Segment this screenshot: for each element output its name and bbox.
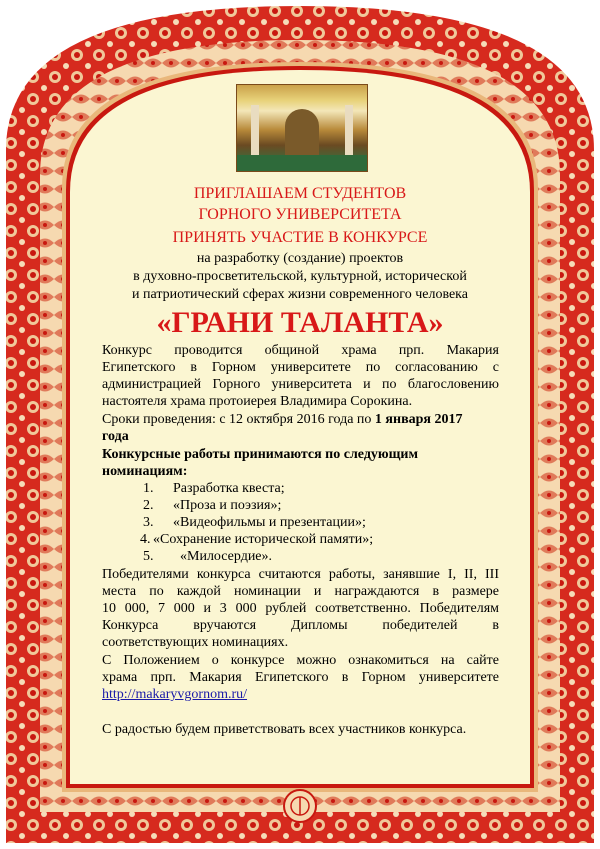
winners-line-4: Конкурса вручаются Дипломы победителей в — [102, 618, 499, 633]
nomination-number: 1. — [143, 481, 154, 496]
subheading-line-1: на разработку (создание) проектов — [196, 251, 404, 266]
heading-line-3: ПРИНЯТЬ УЧАСТИЕ В КОНКУРСЕ — [172, 229, 428, 246]
dates-line — [102, 411, 462, 429]
winners-line-1: Победителями конкурса считаются работы, занявшие I, II, III — [102, 567, 499, 582]
intro-line-1: Конкурс проводится общиной храма прп. Макария — [102, 343, 499, 358]
nomination-item: «Проза и поэзия»; — [173, 498, 282, 513]
nomination-item: Разработка квеста; — [173, 481, 285, 496]
subheading-line-2: в духовно-просветительской, культурной, исторической — [133, 269, 467, 284]
nomination-number: 3. — [143, 515, 154, 530]
nomination-number: 4. — [140, 532, 151, 547]
website-link[interactable]: http://makaryvgornom.ru/ — [102, 687, 248, 702]
dates-tail: года — [102, 429, 129, 444]
intro-line-3: администрацией Горного университета и по благословению — [102, 377, 499, 392]
closing-line: С радостью будем приветствовать всех участников конкурса. — [102, 722, 467, 737]
subheading-line-3: и патриотический сферах жизни современного человека — [132, 287, 468, 302]
intro-line-2: Египетского в Горном университете по согласованию с — [102, 360, 499, 375]
nominations-intro-1: Конкурсные работы принимаются по следующим — [102, 447, 419, 462]
contest-title: «ГРАНИ ТАЛАНТА» — [156, 306, 444, 339]
nomination-item: «Сохранение исторической памяти»; — [153, 532, 374, 547]
nomination-number: 2. — [143, 498, 154, 513]
winners-line-2: места по каждой номинации и награждаются в размере — [102, 584, 499, 599]
rules-link-line — [102, 686, 247, 704]
nomination-item: «Видеофильмы и презентации»; — [173, 515, 366, 530]
heading-line-1: ПРИГЛАШАЕМ СТУДЕНТОВ — [193, 185, 407, 202]
dates-prefix: Сроки проведения: с 12 октября 2016 года по — [102, 412, 375, 427]
intro-line-4: настоятеля храма протоиерея Владимира Сорокина. — [102, 394, 413, 409]
dates-end: 1 января 2017 — [374, 412, 463, 427]
heading-line-2: ГОРНОГО УНИВЕРСИТЕТА — [198, 206, 402, 223]
nomination-item: «Милосердие». — [180, 549, 273, 564]
rules-line-1: С Положением о конкурсе можно ознакомиться на сайте — [102, 653, 499, 668]
rules-line-2: храма прп. Макария Египетского в Горном университете — [102, 670, 499, 685]
winners-line-5: соответствующих номинациях. — [102, 635, 289, 650]
nomination-number: 5. — [143, 549, 154, 564]
church-interior-photo — [236, 84, 368, 172]
nominations-intro-2: номинациям: — [102, 464, 188, 479]
winners-line-3: 10 000, 7 000 и 3 000 рублей соответственно. Победителям — [102, 601, 499, 616]
